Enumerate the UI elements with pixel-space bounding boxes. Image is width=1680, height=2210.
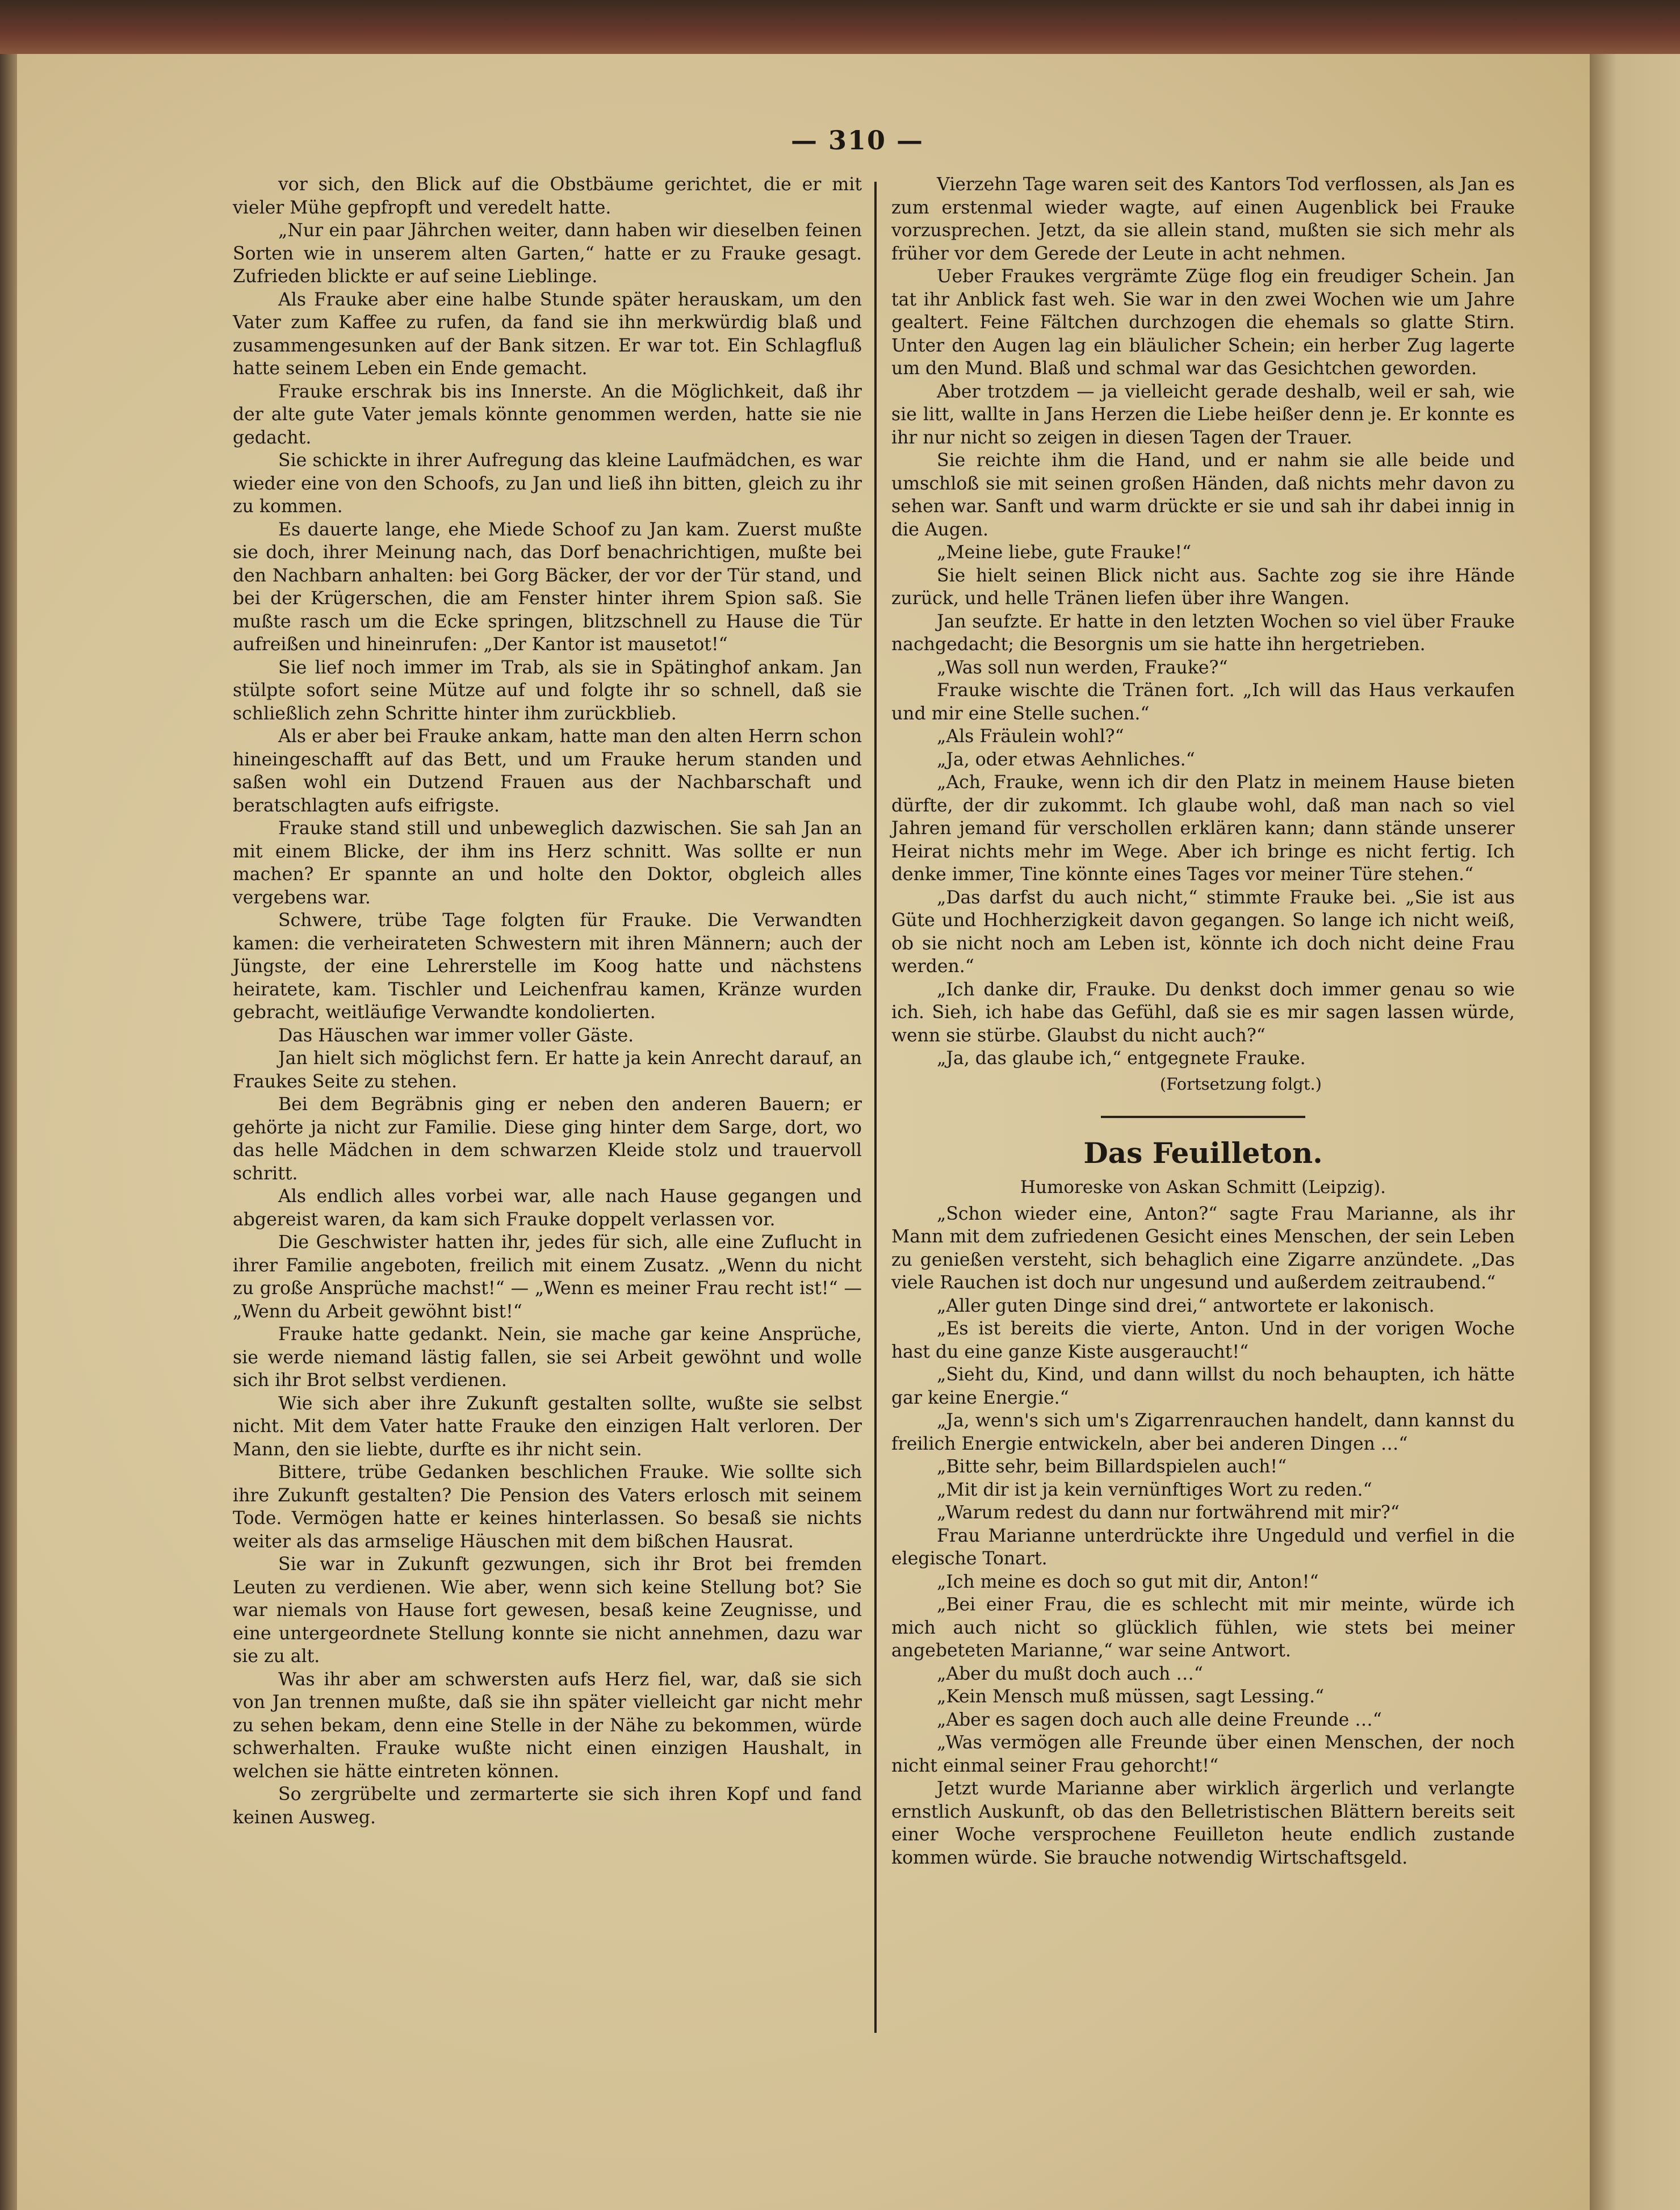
paragraph: Jetzt wurde Marianne aber wirklich ärgerlich und verlangte ernstlich Auskunft, ob das den Belletristischen Blättern bereits seit einer Woche versprochene Feuilleton heute endlich zustande kommen würde. Sie brauche notwendig Wirtschaftsgeld. <box>891 1778 1515 1868</box>
paragraph: „Meine liebe, gute Frauke!“ <box>937 542 1192 563</box>
paragraph: Frauke erschrak bis ins Innerste. An die Möglichkeit, daß ihr der alte gute Vater jemals könnte genommen werden, hatte sie nie gedacht. <box>233 381 862 448</box>
paragraph: Was ihr aber am schwersten aufs Herz fiel, war, daß sie sich von Jan trennen mußte, daß sie ihn später vielleicht gar nicht mehr zu sehen bekam, denn eine Stelle in der Nähe zu bekommen, würde schwerhalten. Frauke wußte nicht einen einzigen Haushalt, in welchen sie hätte eintreten können. <box>233 1669 862 1782</box>
paragraph: „Aber du mußt doch auch …“ <box>937 1663 1203 1684</box>
paragraph: „Was vermögen alle Freunde über einen Menschen, der noch nicht einmal seiner Frau gehorcht!“ <box>891 1732 1515 1776</box>
page-number: — 310 — <box>790 125 924 156</box>
paragraph: So zergrübelte und zermarterte sie sich ihren Kopf und fand keinen Ausweg. <box>233 1784 862 1828</box>
paragraph: Ueber Fraukes vergrämte Züge flog ein freudiger Schein. Jan tat ihr Anblick fast weh. Sie war in den zwei Wochen wie um Jahre gealtert. Feine Fältchen durchzogen die ehemals so glatte Stirn. Unter den Augen lag ein bläulicher Schein; ein herber Zug lagerte um den Mund. Blaß und schmal war das Gesichtchen geworden. <box>891 266 1515 379</box>
section-rule <box>1101 1116 1305 1118</box>
paragraph: Schwere, trübe Tage folgten für Frauke. Die Verwandten kamen: die verheirateten Schwestern mit ihren Männern; auch der Jüngste, der eine Lehrerstelle im Koog hatte und nächstens heiratete, kam. Tischler und Leichenfrau kamen, Kränze wurden gebracht, weitläufige Verwandte kondolierten. <box>233 910 862 1023</box>
paragraph: „Was soll nun werden, Frauke?“ <box>937 657 1228 678</box>
paragraph: Frauke wischte die Tränen fort. „Ich will das Haus verkaufen und mir eine Stelle suchen.“ <box>891 680 1515 724</box>
paragraph: Vierzehn Tage waren seit des Kantors Tod verflossen, als Jan es zum erstenmal wieder wagte, auf einen Augenblick bei Frauke vorzusprechen. Jetzt, da sie allein stand, mußten sie sich mehr als früher vor dem Gerede der Leute in acht nehmen. <box>891 174 1515 264</box>
paragraph: „Bei einer Frau, die es schlecht mit mir meinte, würde ich mich auch nicht so glücklich fühlen, wie stets bei meiner angebeteten Marianne,“ war seine Antwort. <box>891 1594 1515 1661</box>
paragraph: Sie hielt seinen Blick nicht aus. Sachte zog sie ihre Hände zurück, und helle Tränen liefen über ihre Wangen. <box>891 565 1515 609</box>
paragraph: Die Geschwister hatten ihr, jedes für sich, alle eine Zuflucht in ihrer Familie angeboten, freilich mit einem Zusatz. „Wenn du nicht zu große Ansprüche machst!“ — „Wenn es meiner Frau recht ist!“ — „Wenn du Arbeit gewöhnt bist!“ <box>233 1232 862 1322</box>
paragraph: Frauke stand still und unbeweglich dazwischen. Sie sah Jan an mit einem Blicke, der ihm ins Herz schnitt. Was sollte er nun machen? Er spannte an und holte den Doktor, obgleich alles vergebens war. <box>233 818 862 908</box>
paragraph: „Warum redest du dann nur fortwährend mit mir?“ <box>937 1502 1400 1523</box>
paragraph: Frauke hatte gedankt. Nein, sie mache gar keine Ansprüche, sie werde niemand lästig fallen, sie sei Arbeit gewöhnt und wolle sich ihr Brot selbst verdienen. <box>233 1324 862 1391</box>
paragraph: „Als Fräulein wohl?“ <box>937 726 1124 747</box>
feuilleton-body <box>891 1203 1515 1870</box>
paragraph: „Es ist bereits die vierte, Anton. Und in der vorigen Woche hast du eine ganze Kiste ausgeraucht!“ <box>891 1319 1515 1362</box>
column-divider <box>874 182 877 2033</box>
paragraph: „Das darfst du auch nicht,“ stimmte Frauke bei. „Sie ist aus Güte und Hochherzigkeit davon gegangen. So lange ich nicht weiß, ob sie nicht noch am Leben ist, könnte ich doch nicht deine Frau werden.“ <box>891 887 1515 977</box>
paragraph: „Schon wieder eine, Anton?“ sagte Frau Marianne, als ihr Mann mit dem zufriedenen Gesicht eines Menschen, der sein Leben zu genießen versteht, sich behaglich eine Zigarre anzündete. „Das viele Rauchen ist doch nur ungesund und außerdem zeitraubend.“ <box>891 1203 1515 1293</box>
paragraph: „Ach, Frauke, wenn ich dir den Platz in meinem Hause bieten dürfte, der dir zukommt. Ich glaube wohl, daß man nach so viel Jahren jemand für verschollen erklären kann; dann stände unserer Heirat nichts mehr im Wege. Aber ich bringe es nicht fertig. Ich denke immer, Tine könnte eines Tages vor meiner Türe stehen.“ <box>891 772 1515 885</box>
paragraph: „Aber es sagen doch auch alle deine Freunde …“ <box>937 1709 1382 1730</box>
paragraph: „Ich danke dir, Frauke. Du denkst doch immer genau so wie ich. Sieh, ich habe das Gefühl, daß sie es mir sagen lassen würde, wenn sie stürbe. Glaubst du nicht auch?“ <box>891 979 1515 1046</box>
paragraph: Sie war in Zukunft gezwungen, sich ihr Brot bei fremden Leuten zu verdienen. Wie aber, wenn sich keine Stellung bot? Sie war niemals von Hause fort gewesen, besaß keine Zeugnisse, und eine untergeordnete Stellung konnte sie nicht annehmen, dazu war sie zu alt. <box>233 1554 862 1667</box>
paragraph: „Ja, das glaube ich,“ entgegnete Frauke. <box>937 1048 1306 1069</box>
paragraph: Als endlich alles vorbei war, alle nach Hause gegangen und abgereist waren, da kam sich Frauke doppelt verlassen vor. <box>233 1186 862 1230</box>
paragraph: „Mit dir ist ja kein vernünftiges Wort zu reden.“ <box>937 1479 1372 1500</box>
paragraph: „Bitte sehr, beim Billardspielen auch!“ <box>937 1456 1287 1477</box>
book-spine-edge <box>0 54 17 2210</box>
paragraph: Bei dem Begräbnis ging er neben den anderen Bauern; er gehörte ja nicht zur Familie. Diese ging hinter dem Sarge, dort, wo das helle Mädchen in dem schwarzen Kleide stolz und trauervoll schritt. <box>233 1094 862 1184</box>
paragraph: vor sich, den Blick auf die Obstbäume gerichtet, die er mit vieler Mühe gepfropft und veredelt hatte. <box>233 174 862 218</box>
right-column <box>891 173 1515 1869</box>
paragraph: Wie sich aber ihre Zukunft gestalten sollte, wußte sie selbst nicht. Mit dem Vater hatte Frauke den einzigen Halt verloren. Der Mann, den sie liebte, durfte es ihr nicht sein. <box>233 1393 862 1460</box>
paragraph: „Ich meine es doch so gut mit dir, Anton!“ <box>937 1571 1319 1592</box>
adjacent-page-edge <box>1590 54 1680 2210</box>
paragraph: Sie schickte in ihrer Aufregung das kleine Laufmädchen, es war wieder eine von den Schoofs, zu Jan und ließ ihn bitten, gleich zu ihr zu kommen. <box>233 450 862 517</box>
paragraph: Jan hielt sich möglichst fern. Er hatte ja kein Anrecht darauf, an Fraukes Seite zu stehen. <box>233 1048 862 1092</box>
paragraph: „Nur ein paar Jährchen weiter, dann haben wir dieselben feinen Sorten wie in unserem alten Garten,“ hatte er zu Frauke gesagt. Zufrieden blickte er auf seine Lieblinge. <box>233 220 862 287</box>
paragraph: Als er aber bei Frauke ankam, hatte man den alten Herrn schon hineingeschafft auf das Bett, und um Frauke herum standen und saßen wohl ein Dutzend Frauen aus der Nachbarschaft und beratschlagten aufs eifrigste. <box>233 726 862 816</box>
paragraph: Bittere, trübe Gedanken beschlichen Frauke. Wie sollte sich ihre Zukunft gestalten? Die Pension des Vaters erlosch mit seinem Tode. Vermögen hatte er keines hinterlassen. So besaß sie nichts weiter als das armselige Häuschen mit dem bißchen Hausrat. <box>233 1462 862 1552</box>
feuilleton-title: Das Feuilleton. <box>1083 1136 1323 1170</box>
paragraph: „Kein Mensch muß müssen, sagt Lessing.“ <box>937 1686 1325 1707</box>
paragraph: Es dauerte lange, ehe Miede Schoof zu Jan kam. Zuerst mußte sie doch, ihrer Meinung nach, das Dorf benachrichtigen, mußte bei den Nachbarn anhalten: bei Gorg Bäcker, der vor der Tür stand, und bei der Krügerschen, die am Fenster hinter ihrem Spion saß. Sie mußte rasch um die Ecke springen, blitzschnell zu Hause die Tür aufreißen und hineinrufen: „Der Kantor ist mausetot!“ <box>233 519 862 655</box>
paragraph: „Sieht du, Kind, und dann willst du noch behaupten, ich hätte gar keine Energie.“ <box>891 1364 1515 1408</box>
paragraph: Sie lief noch immer im Trab, als sie in Spätinghof ankam. Jan stülpte sofort seine Mütze auf und folgte ihr so schnell, daß sie schließlich zehn Schritte hinter ihm zurückblieb. <box>233 657 862 724</box>
continued-note: (Fortsetzung folgt.) <box>1159 1074 1322 1094</box>
paragraph: Als Frauke aber eine halbe Stunde später herauskam, um den Vater zum Kaffee zu rufen, da fand sie ihn merkwürdig blaß und zusammengesunken auf der Bank sitzen. Er war tot. Ein Schlagfluß hatte seinem Leben ein Ende gemacht. <box>233 289 862 379</box>
paragraph: „Ja, wenn's sich um's Zigarrenrauchen handelt, dann kannst du freilich Energie entwickeln, aber bei anderen Dingen …“ <box>891 1410 1515 1454</box>
paragraph: „Ja, oder etwas Aehnliches.“ <box>937 749 1195 770</box>
left-column <box>233 173 862 1829</box>
paragraph: Aber trotzdem — ja vielleicht gerade deshalb, weil er sah, wie sie litt, wallte in Jans Herzen die Liebe heißer denn je. Er konnte es ihr nur nicht so zeigen in diesen Tagen der Trauer. <box>891 381 1515 448</box>
story-continuation <box>891 173 1515 1070</box>
book-top-edge <box>0 0 1680 57</box>
paragraph: „Aller guten Dinge sind drei,“ antwortete er lakonisch. <box>937 1295 1435 1316</box>
paragraph: Das Häuschen war immer voller Gäste. <box>278 1025 634 1046</box>
paragraph: Frau Marianne unterdrückte ihre Ungeduld und verfiel in die elegische Tonart. <box>891 1525 1515 1569</box>
paragraph: Sie reichte ihm die Hand, und er nahm sie alle beide und umschloß sie mit seinen großen Händen, daß nichts mehr davon zu sehen war. Sanft und warm drückte er sie und sah ihr dabei innig in die Augen. <box>891 450 1515 540</box>
feuilleton-byline: Humoreske von Askan Schmitt (Leipzig). <box>1020 1177 1386 1198</box>
paragraph: Jan seufzte. Er hatte in den letzten Wochen so viel über Frauke nachgedacht; die Besorgnis um sie hatte ihn hergetrieben. <box>891 611 1515 655</box>
